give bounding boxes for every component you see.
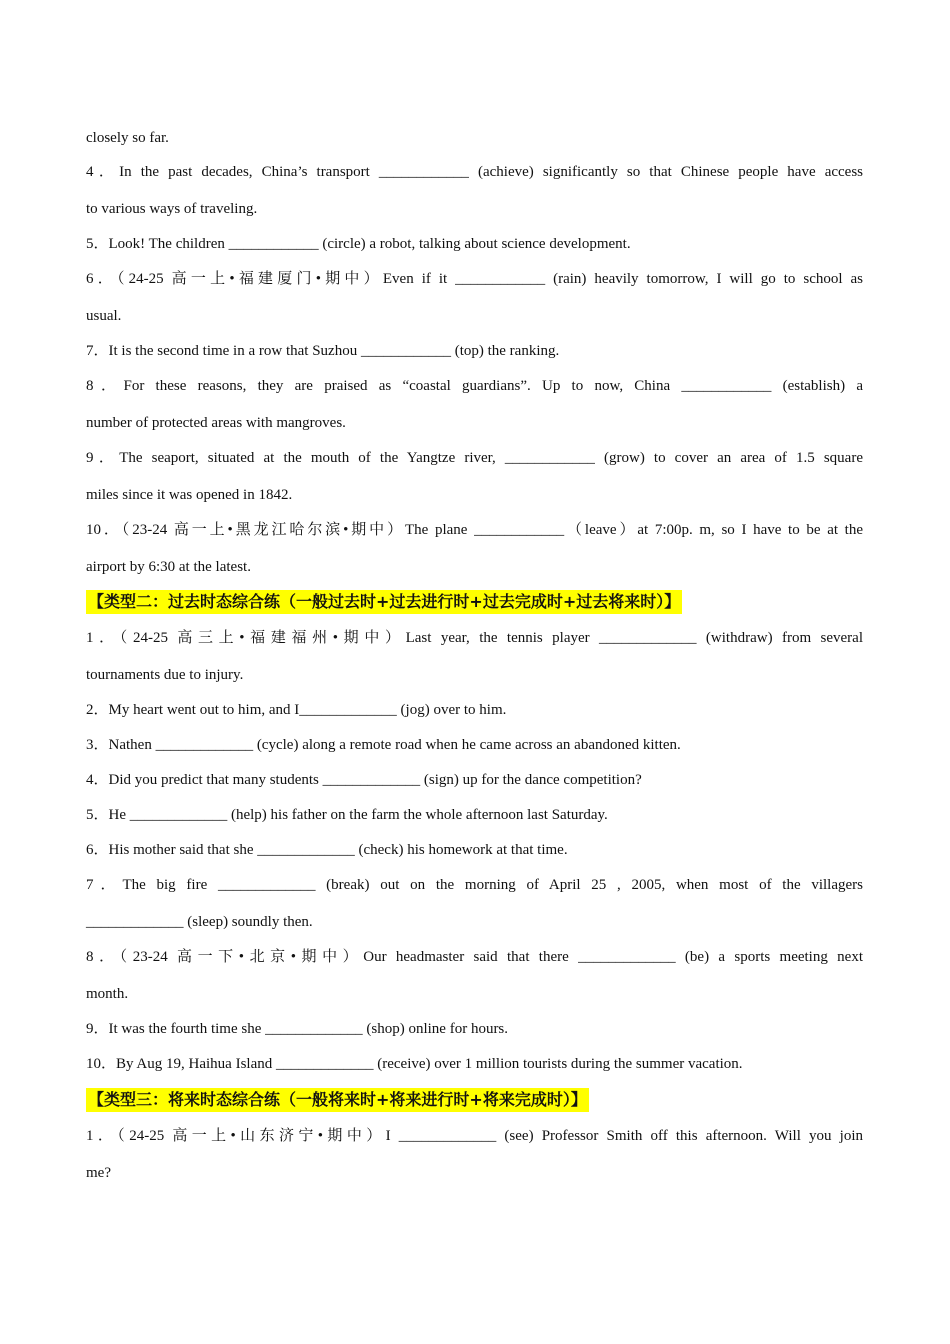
text-line: 2．My heart went out to him, and I_____________ (jog) over to him. (86, 702, 507, 718)
text-line: 8．For these reasons, they are praised as “coastal guardians”. Up to now, China ____________ (establish) a (86, 378, 863, 394)
text-line: 5．He _____________ (help) his father on the farm the whole afternoon last Saturday. (86, 807, 608, 823)
text-line: me? (86, 1165, 111, 1181)
section-heading: 【类型二：过去时态综合练（一般过去时+过去进行时+过去完成时+过去将来时）】 (86, 590, 682, 614)
text-line: 9．The seaport, situated at the mouth of the Yangtze river, ____________ (grow) to cover an area of 1.5 square (86, 450, 863, 466)
text-line: 6．His mother said that she _____________ (check) his homework at that time. (86, 842, 568, 858)
text-line: airport by 6:30 at the latest. (86, 559, 251, 575)
text-line: to various ways of traveling. (86, 201, 258, 217)
text-line: tournaments due to injury. (86, 667, 244, 683)
section-heading: 【类型三：将来时态综合练（一般将来时+将来进行时+将来完成时）】 (86, 1088, 589, 1112)
text-line: 4．In the past decades, China’s transport ____________ (achieve) significantly so that Chinese people have access (86, 164, 863, 180)
text-line: 4．Did you predict that many students _____________ (sign) up for the dance competition? (86, 772, 642, 788)
text-line: 10．By Aug 19, Haihua Island _____________ (receive) over 1 million tourists during the summer vacation. (86, 1056, 743, 1072)
text-line: 7．The big fire _____________ (break) out on the morning of April 25 , 2005, when most of the villagers (86, 877, 863, 893)
text-line: 8．（23-24 高一下•北京•期中）Our headmaster said that there _____________ (be) a sports meeting next (86, 949, 863, 965)
text-line: _____________ (sleep) soundly then. (86, 914, 313, 930)
text-line: closely so far. (86, 130, 169, 146)
text-line: number of protected areas with mangroves. (86, 415, 346, 431)
text-line: 1．（24-25 高三上•福建福州•期中）Last year, the tennis player _____________ (withdraw) from several (86, 630, 863, 646)
text-line: 7．It is the second time in a row that Suzhou ____________ (top) the ranking. (86, 343, 560, 359)
text-line: usual. (86, 308, 122, 324)
text-line: miles since it was opened in 1842. (86, 487, 293, 503)
text-line: month. (86, 986, 129, 1002)
text-line: 9．It was the fourth time she _____________ (shop) online for hours. (86, 1021, 509, 1037)
text-line: 1．（24-25 高一上•山东济宁•期中）I _____________ (see) Professor Smith off this afternoon. Will you join (86, 1128, 863, 1144)
text-line: 10．（23-24 高一上•黑龙江哈尔滨•期中）The plane ____________（leave）at 7:00p. m, so I have to be at the (86, 522, 863, 538)
text-line: 3．Nathen _____________ (cycle) along a remote road when he came across an abandoned kitten. (86, 737, 681, 753)
text-line: 6．（24-25 高一上•福建厦门•期中）Even if it ____________ (rain) heavily tomorrow, I will go to school as (86, 271, 863, 287)
text-line: 5．Look! The children ____________ (circle) a robot, talking about science development. (86, 236, 631, 252)
